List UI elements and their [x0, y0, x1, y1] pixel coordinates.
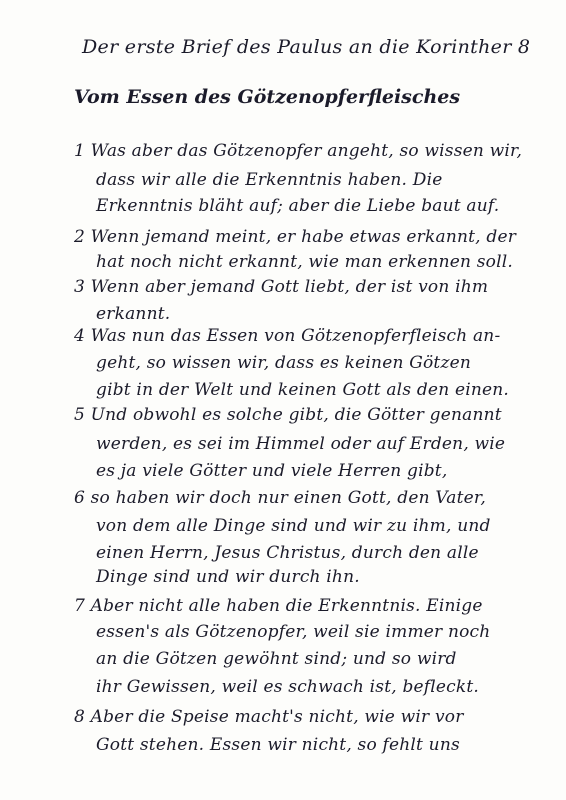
verse-line: essen's als Götzenopfer, weil sie immer noch	[96, 622, 491, 642]
verse-line: 8 Aber die Speise macht's nicht, wie wir vor	[74, 707, 464, 727]
verse-line: 4 Was nun das Essen von Götzenopferfleisch an-	[74, 326, 501, 346]
verse-line: 6 so haben wir doch nur einen Gott, den Vater,	[74, 488, 486, 508]
page-title: Der erste Brief des Paulus an die Korinther 8	[82, 36, 531, 58]
verse-line: erkannt.	[96, 304, 171, 324]
verse-line: 1 Was aber das Götzenopfer angeht, so wissen wir,	[74, 141, 523, 161]
verse-line: an die Götzen gewöhnt sind; und so wird	[96, 649, 457, 669]
verse-line: gibt in der Welt und keinen Gott als den einen.	[96, 380, 510, 400]
verse-line: werden, es sei im Himmel oder auf Erden, wie	[96, 434, 506, 454]
verse-line: Erkenntnis bläht auf; aber die Liebe baut auf.	[96, 196, 500, 216]
verse-line: ihr Gewissen, weil es schwach ist, befleckt.	[96, 677, 480, 697]
verse-line: hat noch nicht erkannt, wie man erkennen soll.	[96, 252, 513, 272]
verse-line: 5 Und obwohl es solche gibt, die Götter genannt	[74, 405, 502, 425]
verse-line: geht, so wissen wir, dass es keinen Götzen	[96, 353, 472, 373]
verse-line: 7 Aber nicht alle haben die Erkenntnis. Einige	[74, 596, 483, 616]
verse-line: 2 Wenn jemand meint, er habe etwas erkannt, der	[74, 227, 517, 247]
verse-line: Dinge sind und wir durch ihn.	[96, 567, 360, 587]
verse-line: 3 Wenn aber jemand Gott liebt, der ist von ihm	[74, 277, 489, 297]
verse-line: Gott stehen. Essen wir nicht, so fehlt uns	[96, 735, 460, 755]
verse-line: von dem alle Dinge sind und wir zu ihm, und	[96, 516, 491, 536]
section-heading: Vom Essen des Götzenopferfleisches	[74, 86, 461, 108]
verse-line: es ja viele Götter und viele Herren gibt,	[96, 461, 448, 481]
verse-line: einen Herrn, Jesus Christus, durch den alle	[96, 543, 479, 563]
verse-line: dass wir alle die Erkenntnis haben. Die	[96, 170, 443, 190]
